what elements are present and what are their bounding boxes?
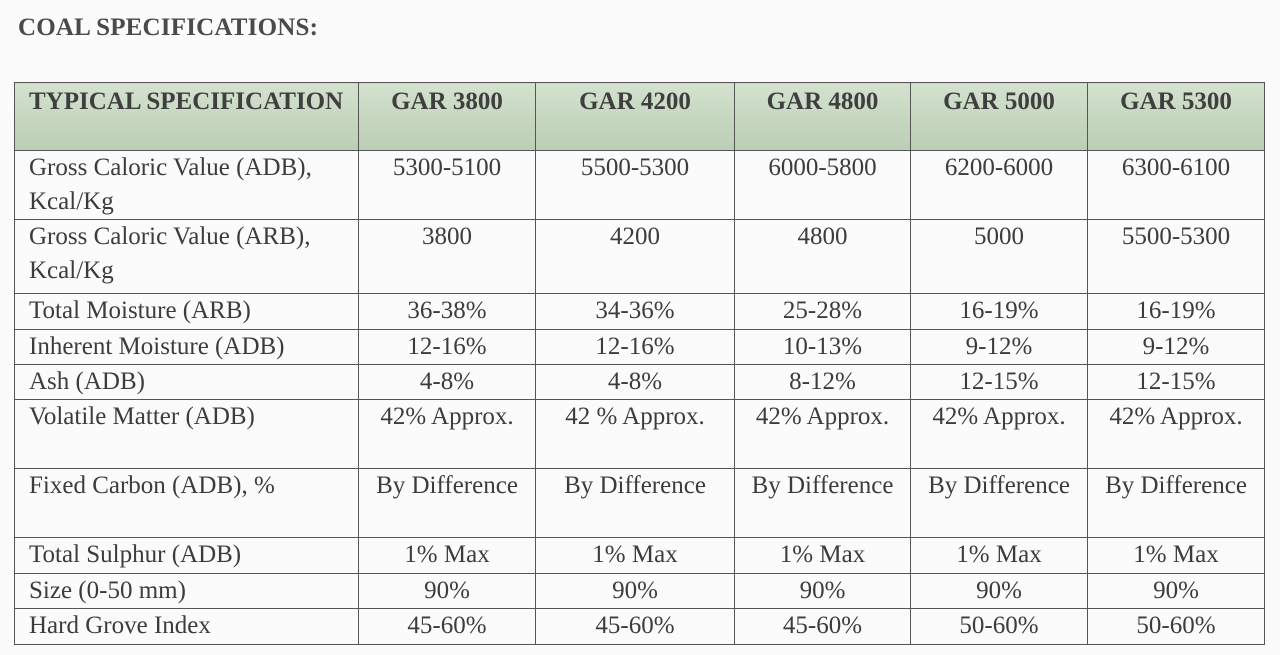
table-row bbox=[15, 294, 1265, 330]
row-label: Gross Caloric Value (ADB), Kcal/Kg bbox=[15, 151, 359, 220]
table-cell: 90% bbox=[735, 574, 911, 609]
row-label: Fixed Carbon (ADB), % bbox=[15, 469, 359, 538]
table-cell: 5500-5300 bbox=[1088, 220, 1265, 294]
table-cell: 6300-6100 bbox=[1088, 151, 1265, 220]
table-cell: 90% bbox=[536, 574, 735, 609]
table-cell: 1% Max bbox=[1088, 538, 1265, 574]
table-cell: 12-16% bbox=[536, 330, 735, 365]
table-cell: 6000-5800 bbox=[735, 151, 911, 220]
table-cell: 45-60% bbox=[735, 609, 911, 645]
table-cell: 6200-6000 bbox=[911, 151, 1088, 220]
table-cell: 4200 bbox=[536, 220, 735, 294]
table-row bbox=[15, 220, 1265, 294]
table-cell: 45-60% bbox=[359, 609, 536, 645]
table-row bbox=[15, 469, 1265, 538]
table-cell: 12-16% bbox=[359, 330, 536, 365]
row-label: Total Moisture (ARB) bbox=[15, 294, 359, 330]
header-row bbox=[15, 83, 1265, 151]
row-label: Gross Caloric Value (ARB), Kcal/Kg bbox=[15, 220, 359, 294]
table-cell: 16-19% bbox=[1088, 294, 1265, 330]
table-cell: 42% Approx. bbox=[911, 400, 1088, 469]
table-cell: 16-19% bbox=[911, 294, 1088, 330]
table-cell: 50-60% bbox=[911, 609, 1088, 645]
table-cell: 10-13% bbox=[735, 330, 911, 365]
table-cell: 1% Max bbox=[536, 538, 735, 574]
row-label: Hard Grove Index bbox=[15, 609, 359, 645]
table-cell: 25-28% bbox=[735, 294, 911, 330]
table-cell: 1% Max bbox=[735, 538, 911, 574]
row-label: Volatile Matter (ADB) bbox=[15, 400, 359, 469]
header-typical-specification: TYPICAL SPECIFICATION bbox=[15, 83, 359, 151]
table-row bbox=[15, 365, 1265, 400]
table-row bbox=[15, 151, 1265, 220]
table-cell: 1% Max bbox=[911, 538, 1088, 574]
table-cell: 9-12% bbox=[1088, 330, 1265, 365]
row-label: Size (0-50 mm) bbox=[15, 574, 359, 609]
table-cell: 4-8% bbox=[359, 365, 536, 400]
table-row bbox=[15, 609, 1265, 645]
table-cell: By Difference bbox=[536, 469, 735, 538]
table-cell: 5300-5100 bbox=[359, 151, 536, 220]
table-cell: 5500-5300 bbox=[536, 151, 735, 220]
table-row bbox=[15, 400, 1265, 469]
table-cell: 8-12% bbox=[735, 365, 911, 400]
table-cell: 4-8% bbox=[536, 365, 735, 400]
table-cell: 12-15% bbox=[911, 365, 1088, 400]
table-cell: 34-36% bbox=[536, 294, 735, 330]
table-cell: 4800 bbox=[735, 220, 911, 294]
table-cell: By Difference bbox=[1088, 469, 1265, 538]
table-cell: 9-12% bbox=[911, 330, 1088, 365]
table-cell: 50-60% bbox=[1088, 609, 1265, 645]
table-cell: 5000 bbox=[911, 220, 1088, 294]
table-cell: 90% bbox=[911, 574, 1088, 609]
header-gar-5000: GAR 5000 bbox=[911, 83, 1088, 151]
table-cell: By Difference bbox=[735, 469, 911, 538]
table-cell: 90% bbox=[359, 574, 536, 609]
table-cell: 42% Approx. bbox=[1088, 400, 1265, 469]
row-label: Inherent Moisture (ADB) bbox=[15, 330, 359, 365]
header-gar-5300: GAR 5300 bbox=[1088, 83, 1265, 151]
row-label: Total Sulphur (ADB) bbox=[15, 538, 359, 574]
header-gar-4800: GAR 4800 bbox=[735, 83, 911, 151]
coal-spec-table bbox=[14, 82, 1265, 645]
table-cell: 36-38% bbox=[359, 294, 536, 330]
table-cell: 42% Approx. bbox=[735, 400, 911, 469]
table-cell: By Difference bbox=[359, 469, 536, 538]
row-label: Ash (ADB) bbox=[15, 365, 359, 400]
table-row bbox=[15, 538, 1265, 574]
table-cell: 12-15% bbox=[1088, 365, 1265, 400]
table-cell: 42 % Approx. bbox=[536, 400, 735, 469]
header-gar-4200: GAR 4200 bbox=[536, 83, 735, 151]
table-cell: By Difference bbox=[911, 469, 1088, 538]
table-row bbox=[15, 574, 1265, 609]
document-title: COAL SPECIFICATIONS: bbox=[18, 14, 319, 41]
table-cell: 3800 bbox=[359, 220, 536, 294]
table-cell: 1% Max bbox=[359, 538, 536, 574]
table-row bbox=[15, 330, 1265, 365]
table-cell: 90% bbox=[1088, 574, 1265, 609]
table-cell: 42% Approx. bbox=[359, 400, 536, 469]
table-cell: 45-60% bbox=[536, 609, 735, 645]
header-gar-3800: GAR 3800 bbox=[359, 83, 536, 151]
